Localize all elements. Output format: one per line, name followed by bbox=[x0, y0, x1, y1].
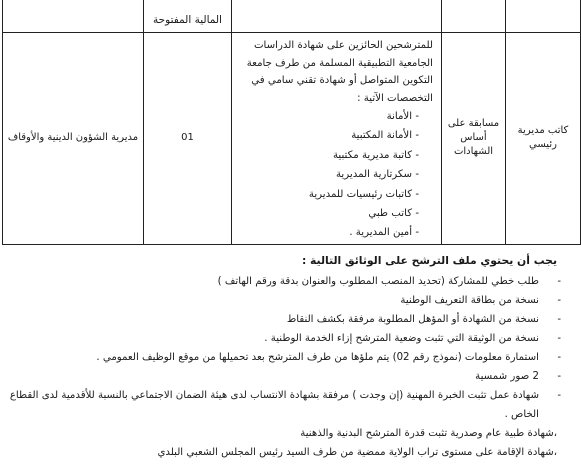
header-directorate-cell bbox=[3, 0, 144, 33]
list-item bbox=[5, 292, 565, 311]
dash-bullet: - bbox=[557, 332, 561, 344]
list-item bbox=[5, 330, 565, 349]
document-text: نسخة من بطاقة التعريف الوطنية bbox=[400, 294, 539, 306]
list-item: - كاتب طبي bbox=[238, 205, 419, 222]
list-item bbox=[5, 387, 565, 424]
document-text: نسخة من الوثيقة التي تثبت وضعية المترشح إزاء الخدمة الوطنية . bbox=[264, 332, 539, 344]
document-text: استمارة معلومات (نموذج رقم 02) يتم ملؤها من طرف المترشح بعد تحميلها من موقع الوظيف العمومي . bbox=[96, 351, 539, 363]
list-item bbox=[5, 444, 565, 463]
required-documents-section bbox=[5, 252, 565, 463]
list-item: - كاتبات رئيسيات للمديرية bbox=[238, 186, 419, 203]
table-row bbox=[3, 33, 581, 245]
dash-bullet: - bbox=[557, 351, 561, 363]
dash-bullet: - bbox=[557, 294, 561, 306]
list-item: - أمين المديرية . bbox=[238, 224, 419, 241]
specialties-list bbox=[238, 108, 433, 241]
document-text: 2 صور شمسية bbox=[475, 371, 539, 383]
posts-count: 01 bbox=[181, 132, 194, 144]
list-item bbox=[5, 311, 565, 330]
list-item bbox=[5, 349, 565, 368]
list-item bbox=[5, 368, 565, 387]
directorate-label: مديرية الشؤون الدينية والأوقاف bbox=[7, 132, 139, 144]
document-text: ،شهادة طبية عام وصدرية تثبت قدرة المترشح البدنية والذهنية bbox=[300, 427, 557, 439]
dash-bullet: - bbox=[557, 371, 561, 383]
list-item bbox=[5, 273, 565, 292]
dash-bullet: - bbox=[557, 275, 561, 287]
table-header-row bbox=[3, 0, 581, 33]
recruitment-table bbox=[2, 0, 581, 245]
required-documents-list bbox=[5, 273, 565, 463]
conditions-cell bbox=[232, 33, 442, 245]
document-text: شهادة عمل تثبت الخبرة المهنية (إن وجدت ) مرفقة بشهادة الانتساب لدى هيئة الضمان الاجتماعي بالنسبة للأقدمية لدى القطاع الخاص . bbox=[9, 390, 539, 420]
document-text: طلب خطي للمشاركة (تحديد المنصب المطلوب والعنوان بدقة ورقم الهاتف ) bbox=[217, 275, 539, 287]
recruitment-mode-cell bbox=[442, 33, 506, 245]
list-item: - سكرتارية المديرية bbox=[238, 166, 419, 183]
required-documents-title: يجب أن يحتوي ملف الترشح على الوثائق التالية : bbox=[301, 254, 557, 267]
list-item: - الأمانة المكتبية bbox=[238, 127, 419, 144]
header-conditions-cell bbox=[232, 0, 442, 33]
document-text: ،شهادة الإقامة على مستوى تراب الولاية ممضية من طرف السيد رئيس المجلس الشعبي البلدي bbox=[157, 446, 557, 458]
list-item: - الأمانة bbox=[238, 108, 419, 125]
recruitment-mode-label: مسابقة على أساس الشهادات bbox=[447, 118, 500, 158]
grade-label: كاتب مديرية رئيسي bbox=[517, 125, 569, 151]
header-mode-cell bbox=[442, 0, 506, 33]
directorate-cell bbox=[3, 33, 144, 245]
header-grade-cell bbox=[506, 0, 581, 33]
list-item: - كاتبة مديرية مكتبية bbox=[238, 147, 419, 164]
list-item bbox=[5, 425, 565, 444]
posts-count-cell bbox=[144, 33, 232, 245]
header-budget-posts-label: المالية المفتوحة bbox=[153, 14, 222, 26]
document-text: نسخة من الشهادة أو المؤهل المطلوبة مرفقة بكشف النقاط bbox=[286, 313, 539, 325]
grade-cell bbox=[506, 33, 581, 245]
header-budget-posts-cell bbox=[144, 0, 232, 33]
dash-bullet: - bbox=[557, 390, 561, 402]
conditions-intro: للمترشحين الحائزين على شهادة الدراسات الجامعية التطبيقية المسلمة من طرف جامعة التكوين المتواصل أو شهادة تقني سامي في التخصصات الآتية : bbox=[246, 40, 433, 104]
dash-bullet: - bbox=[557, 313, 561, 325]
